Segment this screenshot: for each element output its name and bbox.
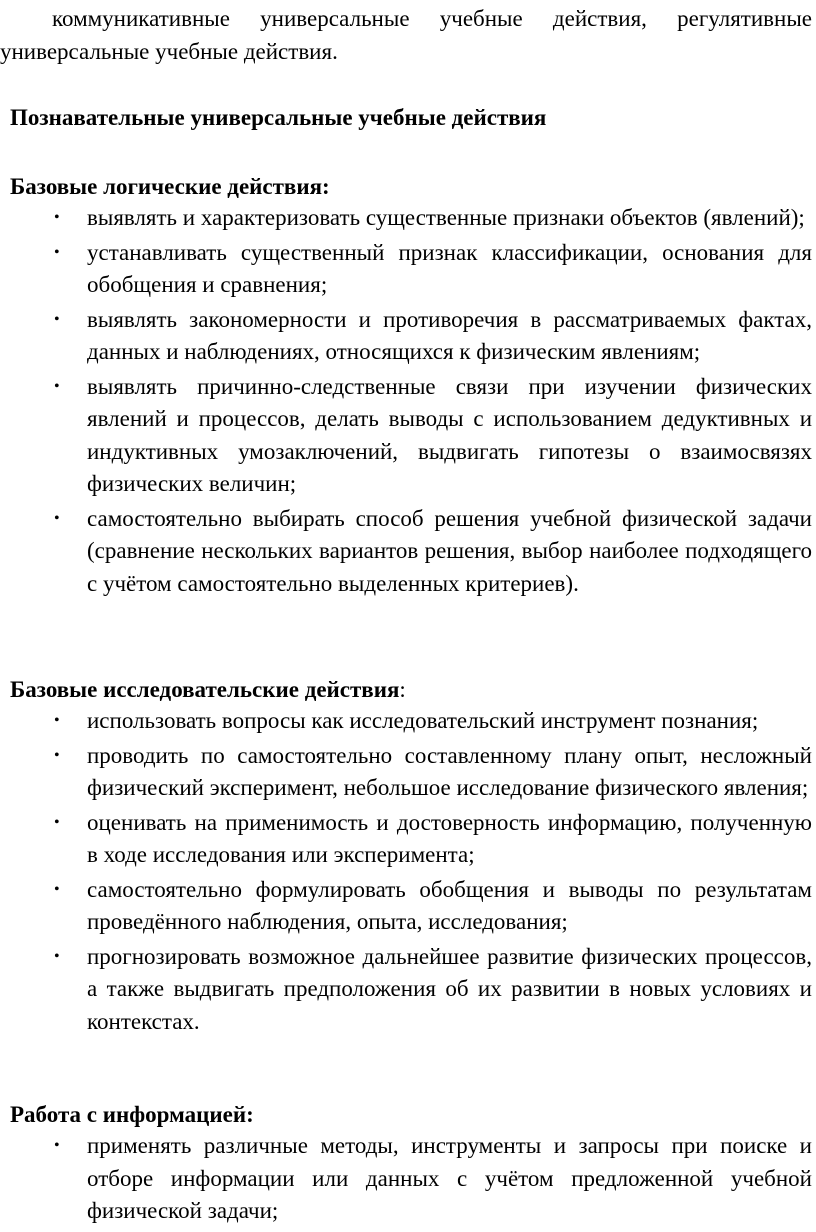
research-actions-list (0, 705, 816, 1040)
group-heading-suffix: : (399, 677, 406, 702)
list-item (0, 371, 816, 501)
bullet-icon: • (54, 243, 60, 261)
group-heading-research (10, 675, 406, 705)
list-item (0, 1130, 816, 1228)
group-heading-text: Работа с информацией: (10, 1102, 254, 1127)
group-heading-logical (10, 172, 330, 202)
list-item-text: самостоятельно формулировать обобщения и выводы по результатам проведённого наблюдения, опыта, исследования; (87, 876, 812, 934)
bullet-icon: • (54, 813, 60, 831)
bullet-icon: • (54, 209, 60, 226)
list-item-text: выявлять причинно-следственные связи при изучении физических явлений и процессов, делать выводы с использованием дедуктивных и индуктивных умозаключений, выдвигать гипотезы о взаимосвязях физических величин; (87, 373, 812, 496)
list-item-text: прогнозировать возможное дальнейшее развитие физических процессов, а также выдвигать предположения об их развитии в новых условиях и контекстах. (87, 943, 812, 1034)
section-title: Познавательные универсальные учебные действия (10, 105, 547, 130)
group-heading-text: Базовые исследовательские действия (10, 677, 400, 702)
list-item (0, 941, 816, 1039)
list-item (0, 202, 816, 235)
group-heading-information (10, 1100, 254, 1130)
list-item-text: применять различные методы, инструменты и запросы при поиске и отборе информации или данных с учётом предложенной учебной физической задачи; (87, 1133, 812, 1223)
list-item (0, 807, 816, 872)
list-item-text: использовать вопросы как исследовательский инструмент познания; (87, 708, 759, 733)
bullet-icon: • (54, 880, 60, 898)
bullet-icon: • (54, 746, 60, 764)
list-item (0, 740, 816, 805)
list-item-text: проводить по самостоятельно составленному плану опыт, несложный физический эксперимент, небольшое исследование физического явления; (87, 742, 812, 800)
bullet-icon: • (54, 509, 60, 527)
list-item-text: устанавливать существенный признак классификации, основания для обобщения и сравнения; (87, 239, 812, 297)
group-heading-text: Базовые логические действия: (10, 174, 330, 199)
list-item (0, 237, 816, 302)
bullet-icon: • (54, 712, 60, 729)
bullet-icon: • (54, 377, 60, 395)
bullet-icon: • (54, 947, 60, 965)
list-item-text: самостоятельно выбирать способ решения учебной физической задачи (сравнение нескольких вариантов решения, выбор наиболее подходящего с учётом самостоятельно выделенных критериев). (87, 505, 812, 596)
bullet-icon: • (54, 310, 60, 328)
list-item (0, 503, 816, 601)
list-item-text: выявлять и характеризовать существенные признаки объектов (явлений); (87, 205, 805, 230)
list-item-text: выявлять закономерности и противоречия в рассматриваемых фактах, данных и наблюдениях, относящихся к физическим явлениям; (87, 306, 812, 364)
list-item-text: оценивать на применимость и достоверность информацию, полученную в ходе исследования или эксперимента; (87, 809, 812, 867)
list-item (0, 304, 816, 369)
information-actions-list (0, 1130, 816, 1230)
logical-actions-list (0, 202, 816, 602)
intro-paragraph: коммуникативные универсальные учебные действия, регулятивные универсальные учебные действия. (0, 6, 812, 64)
list-item (0, 874, 816, 939)
list-item (0, 705, 816, 738)
bullet-icon: • (54, 1137, 60, 1154)
